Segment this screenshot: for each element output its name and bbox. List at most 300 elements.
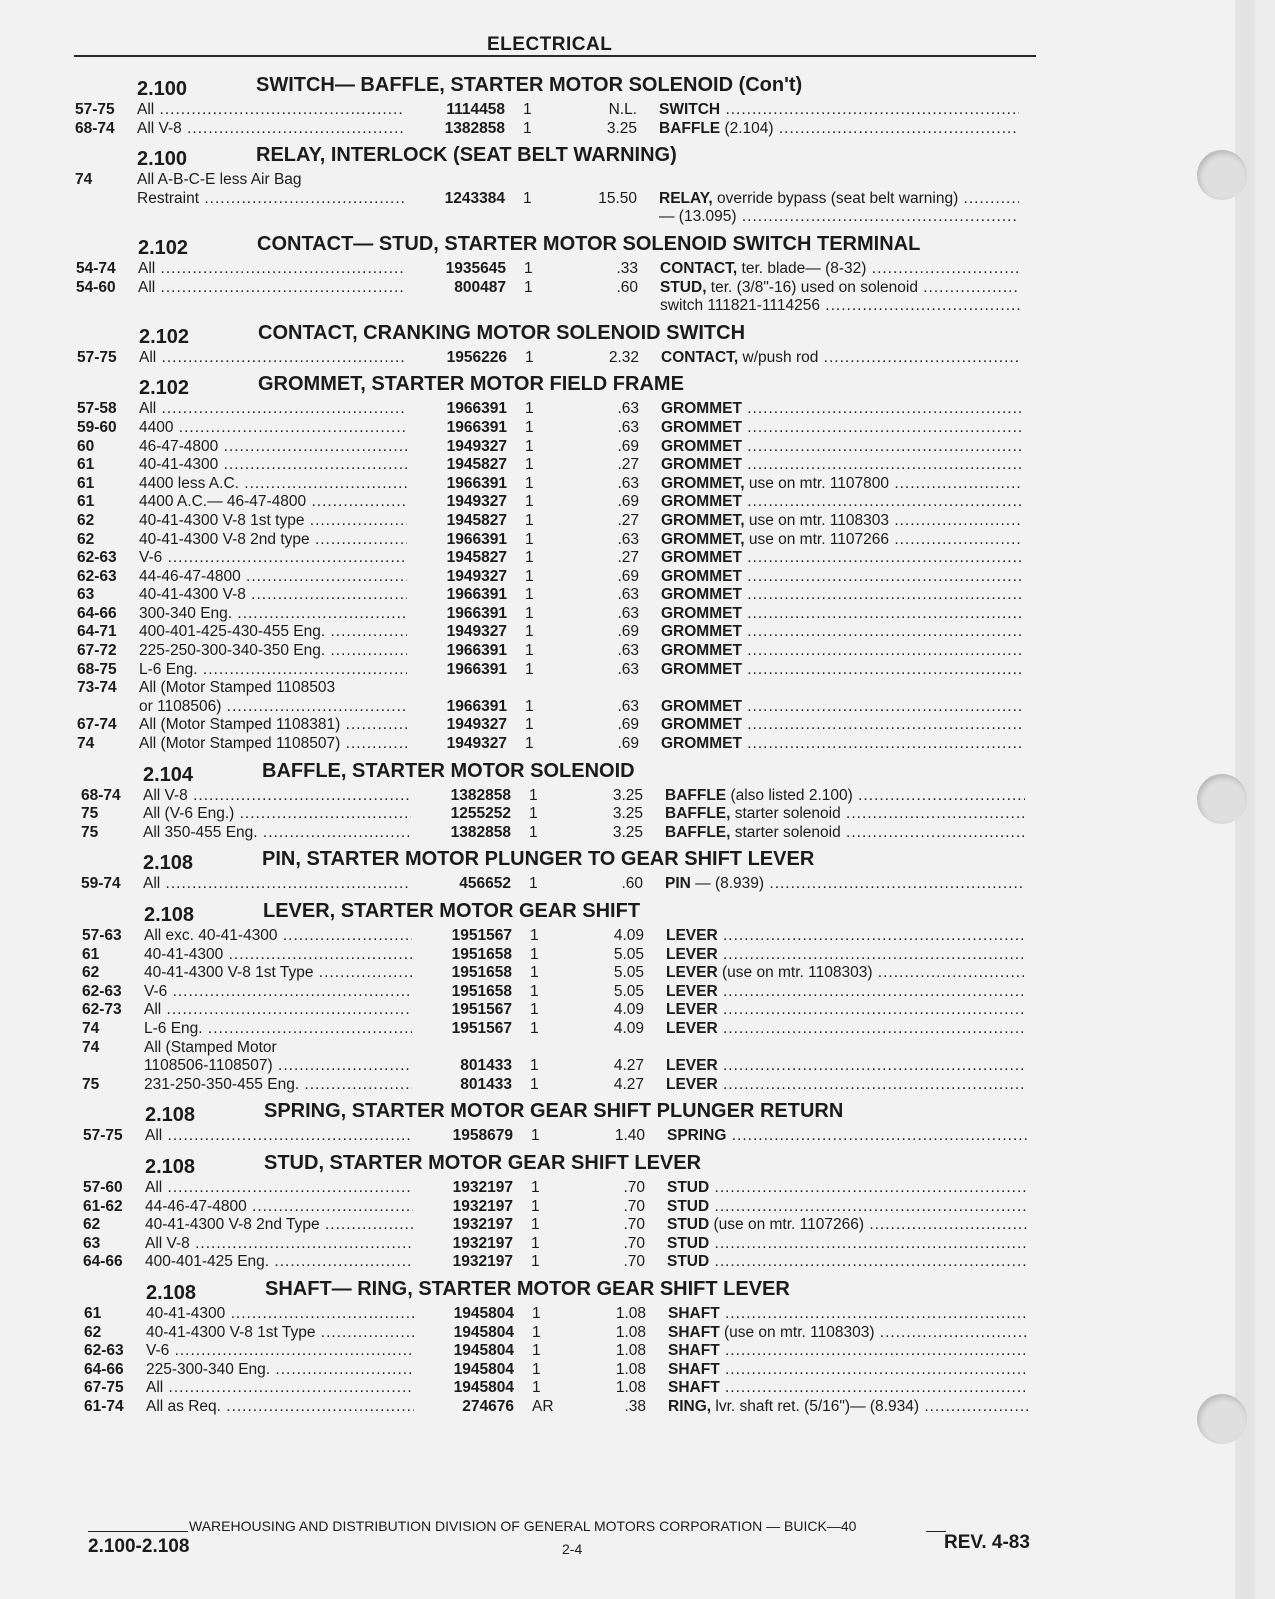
description-cell [665,787,1025,806]
description-cell [668,1398,1028,1417]
price-cell: 3.25 [612,786,643,804]
table-row [83,1235,1060,1254]
year-cell: 74 [77,735,95,753]
quantity-cell: 1 [530,1001,539,1019]
part-note: (use on mtr. 1108303) [717,964,873,982]
part-number-cell: 1932197 [452,1178,513,1196]
table-row [84,1342,1060,1361]
application-cell: All A-B-C-E less Air Bag [137,171,302,189]
part-note: use on mtr. 1107266 [744,530,890,548]
part-name: GROMMET [661,400,742,418]
price-cell: .27 [617,549,639,567]
quantity-cell: 1 [525,348,534,366]
description-cell [660,297,1020,316]
description-cell [665,805,1025,824]
application-cell: All as Req. ..... [146,1398,414,1417]
part-number-cell: 1966391 [446,400,507,418]
price-cell: .69 [617,716,639,734]
part-name: CONTACT, [661,348,739,366]
part-number-cell: 1945804 [453,1323,514,1341]
application-cell: or 1108506) ..... [139,698,407,717]
description-cell [667,1179,1027,1198]
description-cell [660,279,1020,298]
application-cell: 40-41-4300 V-8 ..... [139,586,407,605]
section-heading [75,72,1060,101]
application-cell: All ..... [144,1001,412,1020]
header-rule [74,55,1036,57]
quantity-cell: 1 [530,1019,539,1037]
application-cell: All (Motor Stamped 1108381) ..... [139,716,407,735]
part-number-cell: 1966391 [446,604,507,622]
application-cell: 225-300-340 Eng. ..... [146,1361,414,1380]
description-cell [661,438,1021,457]
table-row [76,279,1060,298]
part-number-cell: 1949327 [446,437,507,455]
section-title: BAFFLE, STARTER MOTOR SOLENOID [262,759,635,782]
table-row [77,349,1060,368]
description-cell [661,549,1021,568]
quantity-cell: 1 [525,549,534,567]
part-name: GROMMET [661,567,742,585]
table-row [77,586,1060,605]
application-cell: V-6 ..... [144,983,412,1002]
part-name: LEVER [666,1075,718,1093]
part-name: GROMMET [661,604,742,622]
part-note: ter. (3/8"-16) used on solenoid [706,278,918,296]
section-title: SWITCH— BAFFLE, STARTER MOTOR SOLENOID (Con't) [256,74,803,96]
table-row [75,171,1060,190]
part-name: STUD [667,1216,710,1234]
price-cell: .69 [617,437,639,455]
year-cell: 75 [81,805,99,823]
table-row [77,642,1060,661]
footer-page-number: 2-4 [562,1541,583,1557]
part-note: — (8.939) [690,875,765,893]
part-name: CONTACT, [660,259,738,277]
year-cell: 62 [82,964,100,982]
year-cell: 61 [77,456,95,474]
section-title: SPRING, STARTER MOTOR GEAR SHIFT PLUNGER RETURN [264,1100,844,1123]
part-number-cell: 1382858 [450,786,511,804]
section-heading [83,1098,1060,1127]
table-row [84,1379,1060,1398]
part-note: w/push rod [738,348,819,366]
price-cell: .70 [623,1216,645,1234]
section-number: 2.102 [138,236,189,259]
application-cell: 4400 less A.C. ..... [139,475,407,494]
description-cell [667,1235,1027,1254]
table-row [83,1198,1060,1217]
year-cell: 57-58 [77,400,117,418]
part-number-cell: 1945827 [446,456,507,474]
part-note: switch 111821-1114256 [660,297,820,315]
quantity-cell: 1 [524,278,533,296]
table-row [77,679,1060,698]
description-cell [661,419,1021,438]
price-cell: 1.40 [614,1127,645,1145]
part-name: STUD [667,1253,710,1271]
part-number-cell: 1949327 [446,716,507,734]
description-cell [661,531,1021,550]
page-header: ELECTRICAL [487,34,613,55]
part-name: SHAFT [668,1360,720,1378]
year-cell: 62 [83,1216,101,1234]
description-cell [661,716,1021,735]
year-cell: 64-66 [77,604,117,622]
part-name: SWITCH [659,101,721,118]
quantity-cell: 1 [525,474,534,492]
table-row [77,475,1060,494]
quantity-cell: 1 [525,697,534,715]
section-0 [75,72,1060,138]
year-cell: 54-74 [76,259,116,277]
part-number-cell: 1949327 [446,567,507,585]
application-cell: 40-41-4300 ..... [139,456,407,475]
application-cell: All V-8 ..... [145,1235,413,1254]
application-cell: All 350-455 Eng. ..... [143,824,411,843]
description-cell [661,605,1021,624]
part-name: GROMMET [661,735,742,753]
description-cell [661,475,1021,494]
table-row [77,438,1060,457]
part-name: GROMMET [661,493,742,511]
table-row [77,716,1060,735]
table-row [77,623,1060,642]
table-row [81,875,1060,894]
part-name: GROMMET [661,623,742,641]
year-cell: 74 [75,171,93,189]
section-number: 2.100 [137,148,188,171]
application-cell: All V-8 ..... [137,120,405,139]
footer-org: WAREHOUSING AND DISTRIBUTION DIVISION OF GENERAL MOTORS CORPORATION — BUICK—40 [189,1518,857,1534]
table-row [82,964,1060,983]
part-number-cell: 1966391 [446,474,507,492]
quantity-cell: 1 [531,1178,540,1196]
table-row [75,208,1060,227]
part-name: LEVER [666,1057,718,1075]
description-cell [661,400,1021,419]
footer-rule-right [926,1531,946,1532]
quantity-cell: 1 [529,823,538,841]
part-name: GROMMET [661,642,742,660]
part-name: STUD [667,1197,710,1215]
quantity-cell: 1 [525,530,534,548]
part-number-cell: 1966391 [446,530,507,548]
price-cell: .69 [617,623,639,641]
year-cell: 62-63 [82,982,122,1000]
price-cell: 3.25 [612,805,643,823]
application-cell: 1108506-1108507) ..... [144,1057,412,1076]
application-cell: 44-46-47-4800 ..... [139,568,407,587]
description-cell [661,568,1021,587]
description-cell [661,698,1021,717]
description-cell [666,1001,1026,1020]
application-cell: 400-401-425-430-455 Eng. ..... [139,623,407,642]
table-row [83,1179,1060,1198]
table-row [82,983,1060,1002]
part-number-cell: 1932197 [452,1234,513,1252]
quantity-cell: 1 [530,1057,539,1075]
table-row [77,698,1060,717]
part-note: starter solenoid [730,805,841,823]
application-cell: 4400 A.C.— 46-47-4800 ..... [139,493,407,512]
table-row [75,120,1060,139]
part-number-cell: 1945804 [453,1304,514,1322]
quantity-cell: 1 [532,1360,541,1378]
section-number: 2.108 [146,1281,197,1304]
section-heading [77,320,1060,349]
section-heading [76,231,1060,260]
description-cell [668,1324,1028,1343]
price-cell: 2.32 [608,348,639,366]
section-title: RELAY, INTERLOCK (SEAT BELT WARNING) [256,144,677,167]
part-number-cell: 1949327 [446,735,507,753]
price-cell: .63 [617,530,639,548]
part-number-cell: 1966391 [446,697,507,715]
section-heading [83,1150,1060,1179]
table-row [82,1020,1060,1039]
part-name: STUD [667,1234,710,1252]
table-row [77,400,1060,419]
price-cell: 4.09 [613,1001,644,1019]
description-cell [666,1057,1026,1076]
price-cell: 5.05 [613,964,644,982]
application-cell: All (Motor Stamped 1108503 [139,679,336,697]
part-name: LEVER [666,1001,718,1019]
description-cell [659,208,1019,227]
quantity-cell: 1 [525,493,534,511]
part-note: use on mtr. 1107800 [744,474,890,492]
application-cell: 40-41-4300 ..... [146,1305,414,1324]
description-cell [661,512,1021,531]
year-cell: 61 [77,493,95,511]
section-number: 2.108 [144,904,195,926]
price-cell: .60 [616,278,638,296]
year-cell: 57-60 [83,1178,123,1196]
part-name: SHAFT [668,1323,720,1341]
section-4 [77,371,1060,753]
quantity-cell: 1 [525,400,534,418]
table-row [77,605,1060,624]
application-cell: 40-41-4300 V-8 2nd type ..... [139,531,407,550]
quantity-cell: 1 [531,1234,540,1252]
price-cell: 1.08 [615,1360,646,1378]
year-cell: 73-74 [77,679,117,697]
part-name: GROMMET, [661,511,745,529]
application-cell: 40-41-4300 V-8 2nd Type ..... [145,1216,413,1235]
part-number-cell: 1966391 [446,642,507,660]
part-number-cell: 1966391 [446,418,507,436]
table-row [82,1039,1060,1058]
section-9 [83,1150,1060,1272]
section-title: CONTACT, CRANKING MOTOR SOLENOID SWITCH [258,321,746,344]
section-title: CONTACT— STUD, STARTER MOTOR SOLENOID SWITCH TERMINAL [257,232,921,255]
application-cell: 40-41-4300 ..... [144,946,412,965]
part-number-cell: 456652 [459,875,511,893]
part-note: override bypass (seat belt warning) [712,189,959,207]
year-cell: 61-62 [83,1197,123,1215]
price-cell: 5.05 [613,945,644,963]
description-cell [667,1216,1027,1235]
part-number-cell: 1935645 [445,259,506,277]
price-cell: 4.27 [613,1057,644,1075]
year-cell: 62 [77,511,95,529]
price-cell: 5.05 [613,982,644,1000]
part-number-cell: 801433 [460,1057,512,1075]
description-cell [665,824,1025,843]
application-cell: 231-250-350-455 Eng. ..... [144,1076,412,1095]
part-name: LEVER [666,982,718,1000]
application-cell: L-6 Eng. ..... [144,1020,412,1039]
quantity-cell: 1 [525,586,534,604]
price-cell: .27 [617,456,639,474]
year-cell: 64-66 [83,1253,123,1271]
part-number-cell: 1382858 [444,119,505,137]
part-number-cell: 1382858 [450,823,511,841]
part-number-cell: 1951658 [451,964,512,982]
year-cell: 68-74 [75,119,115,137]
section-title: STUD, STARTER MOTOR GEAR SHIFT LEVER [264,1151,702,1174]
section-title: GROMMET, STARTER MOTOR FIELD FRAME [258,373,684,396]
part-name: GROMMET [661,437,742,455]
year-cell: 68-74 [81,786,121,804]
part-number-cell: 1932197 [452,1197,513,1215]
application-cell: Restraint ..... [137,190,405,209]
price-cell: .63 [617,418,639,436]
table-row [76,260,1060,279]
section-heading [75,142,1060,171]
part-note: use on mtr. 1108303 [744,511,890,529]
part-number-cell: 1949327 [446,493,507,511]
part-name: RELAY, [659,189,713,207]
section-6 [81,846,1060,894]
quantity-cell: 1 [524,259,533,277]
part-name: STUD, [660,278,707,296]
binder-hole-top [1197,150,1247,200]
price-cell: 4.27 [613,1075,644,1093]
part-name: PIN [665,875,691,893]
table-row [77,568,1060,587]
description-cell [659,120,1019,139]
application-cell: 44-46-47-4800 ..... [145,1198,413,1217]
part-number-cell: 1255252 [450,805,511,823]
table-row [82,946,1060,965]
part-name: LEVER [666,945,718,963]
quantity-cell: 1 [531,1127,540,1145]
application-cell: 300-340 Eng. ..... [139,605,407,624]
table-row [75,101,1060,120]
quantity-cell: 1 [531,1197,540,1215]
part-note: (2.104) [720,119,774,137]
quantity-cell: 1 [532,1379,541,1397]
quantity-cell: 1 [530,945,539,963]
application-cell: All ..... [139,400,407,419]
year-cell: 57-75 [83,1127,123,1145]
table-row [77,661,1060,680]
section-title: SHAFT— RING, STARTER MOTOR GEAR SHIFT LEVER [265,1277,790,1300]
quantity-cell: 1 [525,567,534,585]
quantity-cell: 1 [530,982,539,1000]
description-cell [666,1076,1026,1095]
binder-hole-middle [1197,774,1247,824]
description-cell [668,1361,1028,1380]
year-cell: 63 [83,1234,101,1252]
quantity-cell: 1 [530,927,539,944]
year-cell: 62 [84,1323,102,1341]
year-cell: 64-71 [77,623,117,641]
table-row [83,1253,1060,1272]
price-cell: .63 [617,604,639,622]
part-name: LEVER [666,1019,718,1037]
application-cell: V-6 ..... [139,549,407,568]
price-cell: .70 [623,1178,645,1196]
table-row [82,1001,1060,1020]
description-cell [661,456,1021,475]
description-cell [666,946,1026,965]
description-cell [661,493,1021,512]
section-8 [83,1098,1060,1146]
quantity-cell: AR [532,1397,554,1415]
part-number-cell: 1966391 [446,660,507,678]
quantity-cell: 1 [525,642,534,660]
price-cell: 1.08 [615,1342,646,1360]
part-number-cell: 1945804 [453,1342,514,1360]
application-cell: All ..... [139,349,407,368]
part-number-cell: 1945804 [453,1360,514,1378]
quantity-cell: 1 [529,805,538,823]
year-cell: 62-63 [77,549,117,567]
application-cell: All ..... [145,1179,413,1198]
year-cell: 61 [84,1304,102,1322]
description-cell [666,964,1026,983]
application-cell: 225-250-300-340-350 Eng. ..... [139,642,407,661]
section-1 [75,142,1060,227]
table-row [77,531,1060,550]
description-cell [661,349,1021,368]
part-name: STUD [667,1178,710,1196]
description-cell [666,983,1026,1002]
application-cell: 400-401-425 Eng. ..... [145,1253,413,1272]
application-cell: 46-47-4800 ..... [139,438,407,457]
application-cell: All ..... [146,1379,414,1398]
year-cell: 75 [81,823,99,841]
quantity-cell: 1 [525,511,534,529]
application-cell: All ..... [137,101,405,120]
part-number-cell: 1958679 [452,1127,513,1145]
description-cell [661,642,1021,661]
part-name: GROMMET [661,716,742,734]
year-cell: 54-60 [76,278,116,296]
quantity-cell: 1 [525,623,534,641]
description-cell [667,1253,1027,1272]
part-name: GROMMET [661,418,742,436]
year-cell: 75 [82,1075,100,1093]
table-row [84,1361,1060,1380]
part-number-cell: 1945804 [453,1379,514,1397]
table-row [82,927,1060,946]
price-cell: 3.25 [606,119,637,137]
year-cell: 62-63 [77,567,117,585]
quantity-cell: 1 [525,716,534,734]
part-name: BAFFLE, [665,823,731,841]
part-number-cell: 801433 [460,1075,512,1093]
quantity-cell: 1 [532,1342,541,1360]
quantity-cell: 1 [525,418,534,436]
year-cell: 59-74 [81,875,121,893]
year-cell: 64-66 [84,1360,124,1378]
part-number-cell: 1951567 [451,1019,512,1037]
table-row [77,456,1060,475]
